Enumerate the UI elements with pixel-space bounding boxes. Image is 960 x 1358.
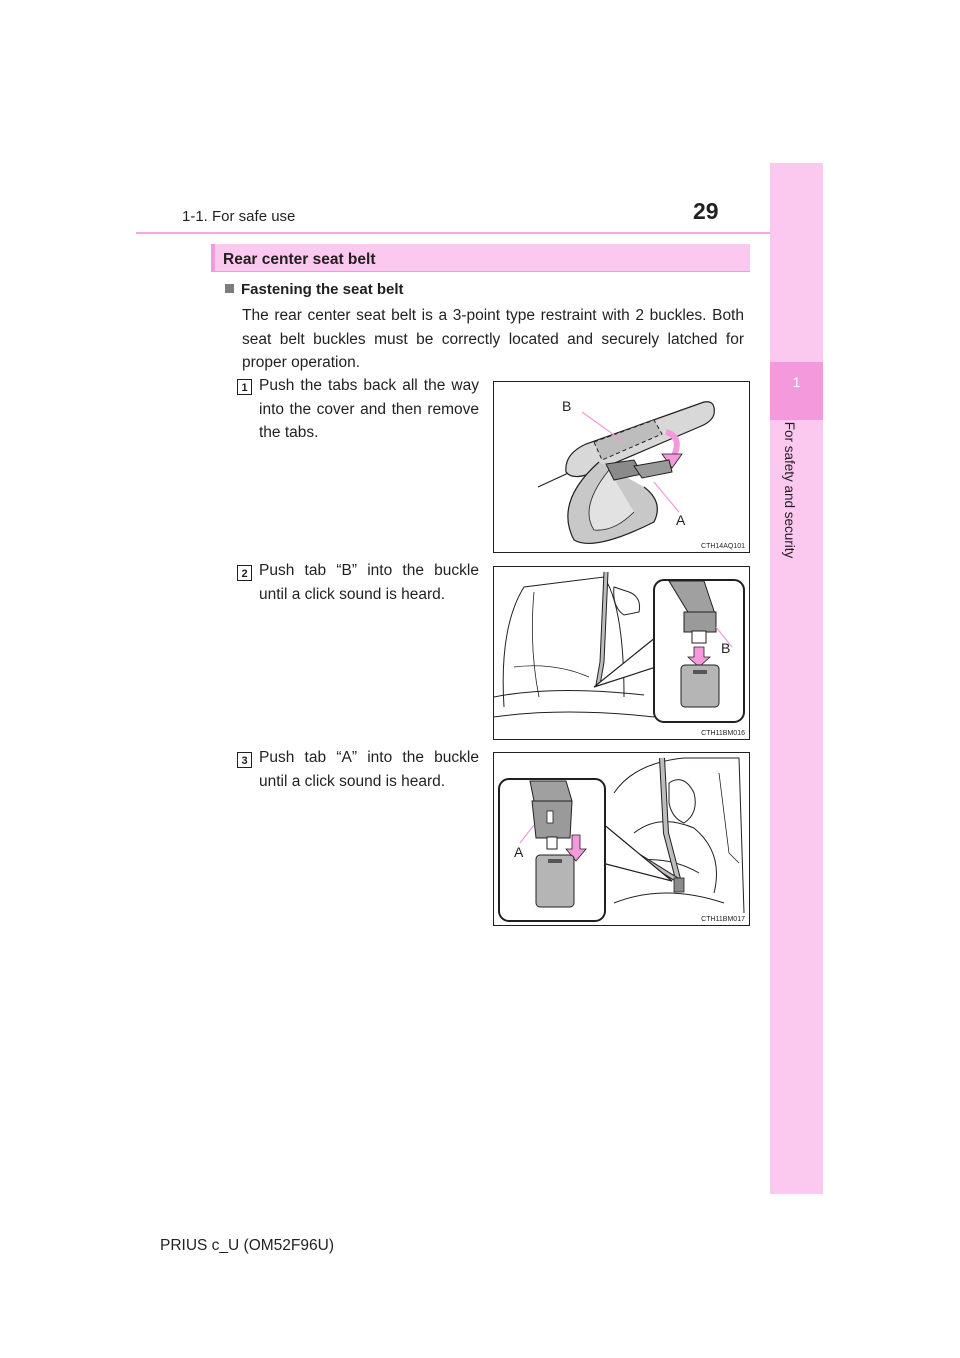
- page-number: 29: [693, 198, 719, 224]
- chapter-number: 1: [792, 374, 801, 390]
- intro-paragraph: The rear center seat belt is a 3-point type restraint with 2 buckles. Both seat belt buckles must be correctly located and securely latched for proper operation.: [242, 307, 744, 371]
- chapter-title: For safety and security: [782, 421, 797, 559]
- figure-code: CTH14AQ101: [701, 543, 745, 550]
- subheading-text: Fastening the seat belt: [241, 281, 404, 298]
- square-bullet-icon: [225, 284, 234, 293]
- step-text: Push the tabs back all the way into the cover and then remove the tabs.: [259, 377, 479, 441]
- figure-buckle-a: [493, 752, 750, 926]
- label-b: B: [562, 398, 572, 414]
- figure-buckle-b: [493, 566, 750, 740]
- chapter-number-block: [770, 362, 823, 420]
- step-text: Push tab “A” into the buckle until a click sound is heard.: [259, 749, 479, 790]
- subheading: [225, 281, 404, 298]
- chapter-side-tab: [770, 163, 823, 1194]
- step-number-badge: 1: [237, 379, 252, 395]
- footer-model: PRIUS c_U (OM52F96U): [160, 1237, 334, 1254]
- figure-code: CTH11BM017: [701, 916, 745, 923]
- step-text: Push tab “B” into the buckle until a click sound is heard.: [259, 562, 479, 603]
- figure-code: CTH11BM016: [701, 730, 745, 737]
- figure-remove-tabs: [493, 381, 750, 553]
- header-rule: [136, 232, 823, 234]
- running-header-section: 1-1. For safe use: [182, 208, 296, 225]
- label-a: A: [514, 844, 524, 860]
- label-a: A: [676, 512, 686, 528]
- section-title: Rear center seat belt: [223, 251, 376, 268]
- step-number-badge: 3: [237, 752, 252, 768]
- label-b: B: [721, 640, 731, 656]
- step-number-badge: 2: [237, 565, 252, 581]
